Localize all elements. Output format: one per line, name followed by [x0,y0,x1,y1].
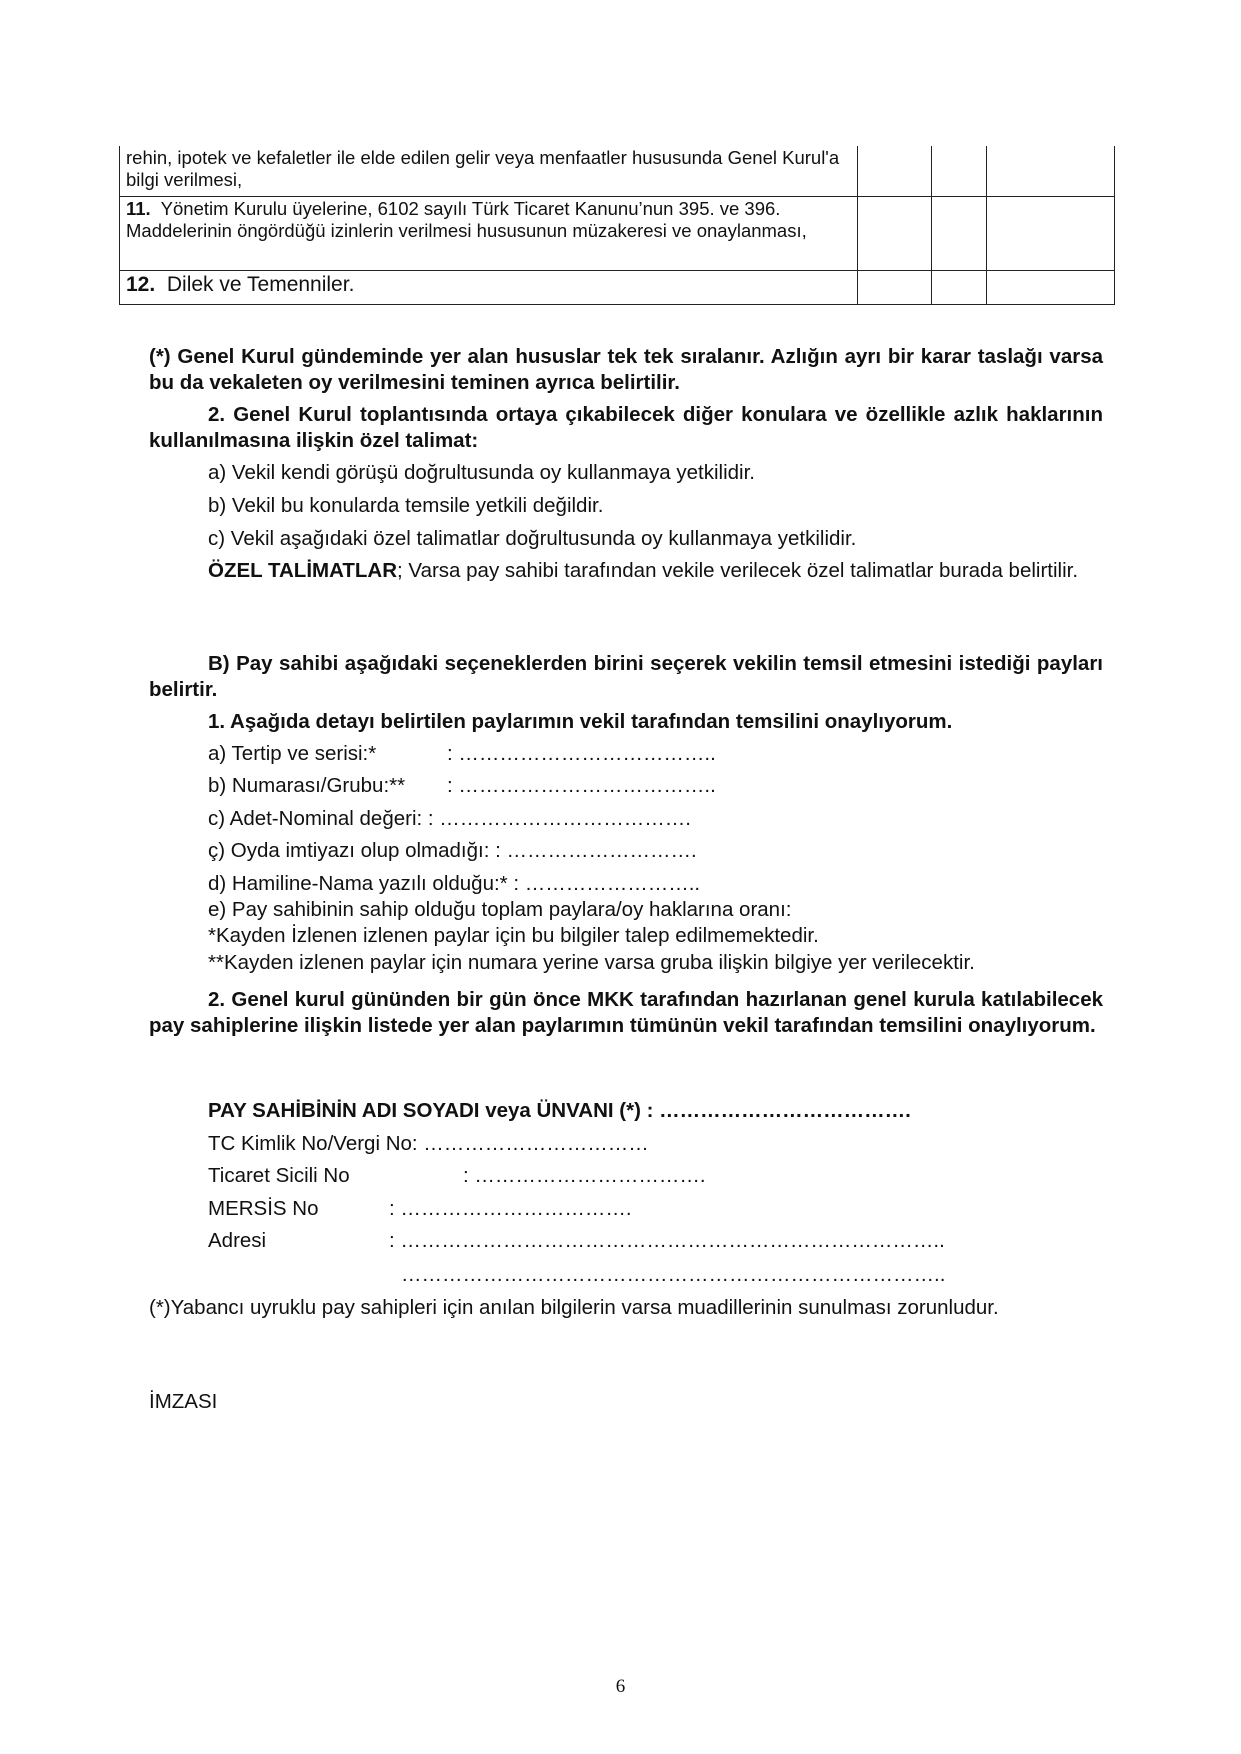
table-row [120,270,1115,304]
adres-value: : …………………………………………………………………….. [389,1229,945,1252]
agenda-table [119,146,1115,305]
vote-cell-kabul [858,196,932,270]
field-tertip-value: : ……………………………….. [447,742,716,765]
field-hamiline-nama: d) Hamiline-Nama yazılı olduğu:* : …………………….. [208,872,701,895]
owner-name-line: PAY SAHİBİNİN ADI SOYADI veya ÜNVANI (*) : ………………………………. [208,1099,911,1122]
field-oyda-imtiyaz: ç) Oyda imtiyazı olup olmadığı: : ………………………. [208,839,697,862]
vote-cell-muhalefet [987,270,1115,304]
mersis-label: MERSİS No [208,1197,319,1220]
footnote-kayden-2: **Kayden izlenen paylar için numara yerine varsa gruba ilişkin bilgiye yer verilecektir. [208,951,975,974]
option-c: c) Vekil aşağıdaki özel talimatlar doğrultusunda oy kullanmaya yetkilidir. [208,527,857,550]
field-oran: e) Pay sahibinin sahip olduğu toplam paylara/oy haklarına oranı: [208,898,792,921]
vote-cell-red [932,270,987,304]
agenda-item-text: rehin, ipotek ve kefaletler ile elde edilen gelir veya menfaatler hususunda Genel Kurul'a bilgi verilmesi, [120,146,858,196]
table-row [120,146,1115,196]
ticaret-sicili-value: : ……………………………. [463,1164,706,1187]
agenda-item-number: 12. [126,272,156,296]
signature-label: İMZASI [149,1390,218,1413]
field-numara-label: b) Numarası/Grubu:** [208,774,406,797]
table-row [120,196,1115,270]
vote-cell-muhalefet [987,196,1115,270]
adres-label: Adresi [208,1229,267,1252]
mersis-value: : ……………………………. [389,1197,632,1220]
foreign-owner-note: (*)Yabancı uyruklu pay sahipleri için anılan bilgilerin varsa muadillerinin sunulması zorunludur. [149,1296,999,1319]
field-tertip-label: a) Tertip ve serisi:* [208,742,377,765]
field-numara-value: : ……………………………….. [447,774,716,797]
option-a: a) Vekil kendi görüşü doğrultusunda oy kullanmaya yetkilidir. [208,461,755,484]
footnote-kayden-1: *Kayden İzlenen izlenen paylar için bu bilgiler talep edilmemektedir. [208,924,819,947]
special-instructions: ÖZEL TALİMATLAR; Varsa pay sahibi tarafından vekile verilecek özel talimatlar burada belirtilir. [208,559,1079,582]
special-instructions-label: ÖZEL TALİMATLAR [208,559,398,582]
agenda-item-number: 11. [126,197,151,219]
vote-cell-kabul [858,270,932,304]
agenda-item-text: 11. Yönetim Kurulu üyelerine, 6102 sayılı Türk Ticaret Kanunu’nun 395. ve 396. Maddelerinin öngördüğü izinlerin verilmesi hususunun müzakeresi ve onaylanması, [120,196,858,270]
section-2-heading: 2. Genel Kurul toplantısında ortaya çıkabilecek diğer konulara ve özellikle azlık haklarının kullanılmasına ilişkin özel talimat: [149,403,1103,452]
adres-continuation: …………………………………………………………………….. [401,1263,946,1286]
vote-cell-muhalefet [987,146,1115,196]
field-adet-nominal: c) Adet-Nominal değeri: : ………………………………. [208,807,691,830]
option-b: b) Vekil bu konularda temsile yetkili değildir. [208,494,604,517]
section-b-heading: B) Pay sahibi aşağıdaki seçeneklerden birini seçerek vekilin temsil etmesini istediği payları belirtir. [149,652,1103,701]
vote-cell-kabul [858,146,932,196]
vote-cell-red [932,146,987,196]
owner-tc-line: TC Kimlik No/Vergi No: …………………………… [208,1132,649,1155]
section-b-item-2: 2. Genel kurul gününden bir gün önce MKK tarafından hazırlanan genel kurula katılabilecek pay sahiplerine ilişkin listede yer alan paylarımın tümünün vekil tarafından temsilini onaylıyorum. [149,988,1103,1037]
agenda-note: (*) Genel Kurul gündeminde yer alan hususlar tek tek sıralanır. Azlığın ayrı bir karar taslağı varsa bu da vekaleten oy verilmesini teminen ayrıca belirtilir. [149,345,1103,394]
ticaret-sicili-label: Ticaret Sicili No [208,1164,350,1187]
agenda-item-text: 12. Dilek ve Temenniler. [120,270,858,304]
page-number: 6 [615,1676,626,1697]
section-b-item-1: 1. Aşağıda detayı belirtilen paylarımın vekil tarafından temsilini onaylıyorum. [208,710,953,733]
vote-cell-red [932,196,987,270]
